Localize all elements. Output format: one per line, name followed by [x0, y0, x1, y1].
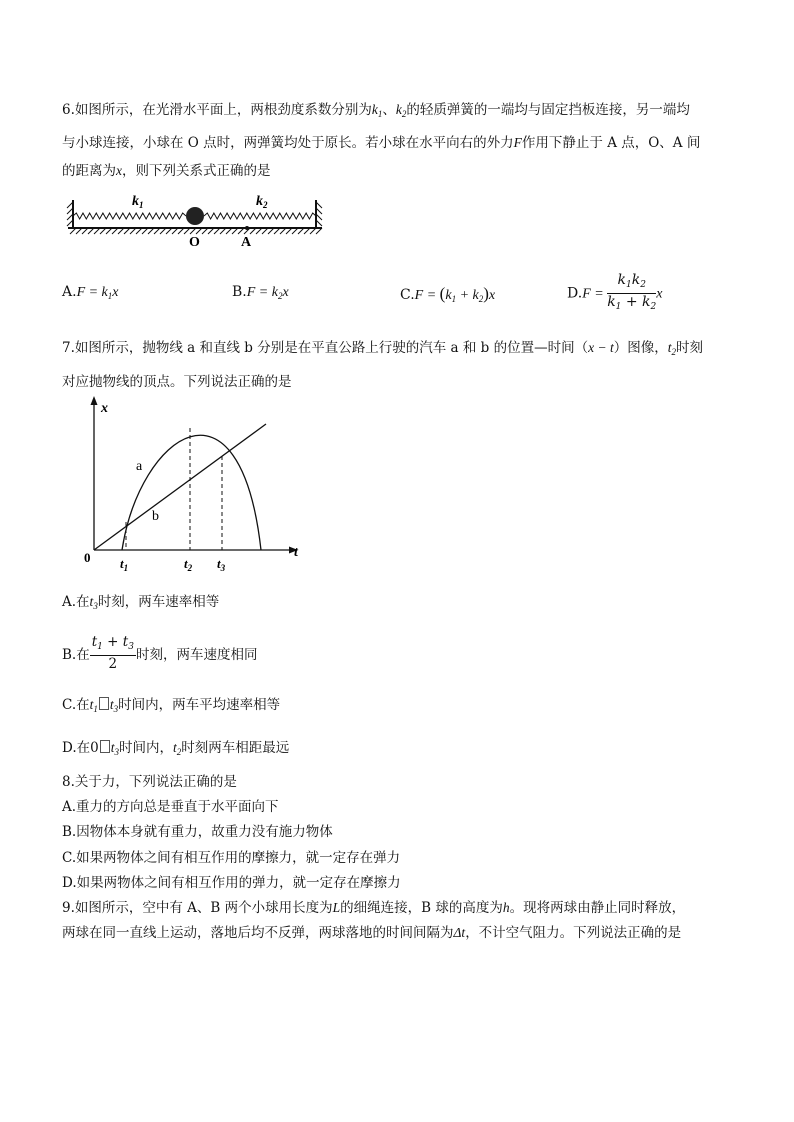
q9-line-1: 9.如图所示，空中有 A、B 两个小球用长度为L的细绳连接，B 球的高度为h。现将两球由静止同时释放，: [62, 900, 686, 916]
point-a-label: A: [241, 235, 252, 250]
k1-symbol: $k_1$: [371, 102, 383, 119]
d-fraction: $\frac{k_1k_2}{k_1 + k_2}$: [607, 272, 657, 312]
h-symbol: h: [502, 900, 510, 915]
q7-line-2: 对应抛物线的顶点。下列说法正确的是: [62, 374, 292, 390]
spring-k1: [73, 213, 186, 219]
q8-option-c: C.如果两物体之间有相互作用的摩擦力，就一定存在弹力: [62, 850, 401, 866]
ball: [186, 207, 204, 225]
point-a-dot: [245, 226, 249, 230]
q8-option-d: D.如果两物体之间有相互作用的弹力，就一定存在摩擦力: [62, 875, 401, 891]
q8-stem: 8.关于力，下列说法正确的是: [62, 774, 237, 790]
line-b-label: b: [152, 509, 159, 524]
t3-label: $t_3$: [217, 556, 226, 573]
q6-text: 6.如图所示，在光滑水平面上，两根劲度系数分别为: [62, 102, 372, 118]
t2-label: $t_2$: [184, 556, 193, 573]
t2-symbol: $t_2$: [667, 340, 676, 357]
q7-line-1: 7.如图所示，抛物线 a 和直线 b 分别是在平直公路上行驶的汽车 a 和 b 的位置—时间（x − t）图像，$t_2$时刻: [62, 340, 703, 357]
parabola-a: [122, 435, 261, 550]
xt-symbol: x − t: [588, 340, 614, 355]
q9-line-2: 两球在同一直线上运动，落地后均不反弹，两球落地的时间间隔为Δt，不计空气阻力。下列说法正确的是: [62, 925, 682, 941]
k2-symbol: $k_2$: [395, 102, 407, 119]
curve-a-label: a: [136, 459, 143, 474]
q7-option-b: B.在 $\frac{t_1 + t_3}{2}$ 时刻，两车速度相同: [62, 634, 258, 672]
q7-option-a: A.在$t_3$时刻，两车速率相等: [62, 594, 220, 611]
q6-option-b: $B.F = k_2x$: [232, 284, 289, 301]
k2-label: $k_2$: [256, 194, 268, 210]
spring-figure: [66, 188, 328, 252]
force-symbol: F: [513, 135, 522, 150]
b-fraction: $\frac{t_1 + t_3}{2}$: [91, 634, 134, 672]
q6-line-1: 6.如图所示，在光滑水平面上，两根劲度系数分别为$k_1$、$k_2$的轻质弹簧的一端均与固定挡板连接，另一端均: [62, 102, 690, 119]
t-axis-label: t: [294, 545, 298, 560]
q6-option-a: $A.F = k_1x$: [62, 284, 119, 301]
q7-option-d: D.在0 $t_3$时间内，$t_2$时刻两车相距最远: [62, 740, 290, 757]
q6-line-2: 与小球连接，小球在 O 点时，两弹簧均处于原长。若小球在水平向右的外力F作用下静止于 A 点，O、A 间: [62, 135, 701, 151]
q8-option-b: B.因物体本身就有重力，故重力没有施力物体: [62, 824, 333, 840]
l-symbol: L: [332, 900, 341, 915]
origin-label: 0: [84, 550, 91, 565]
q6-option-c: $C.F = (k_1 + k_2)x$: [400, 284, 496, 304]
line-b: [94, 424, 266, 550]
t1-label: $t_1$: [120, 556, 129, 573]
missing-glyph-box: [100, 740, 110, 753]
x-symbol: x: [116, 163, 122, 178]
k1-label: $k_1$: [132, 194, 144, 210]
x-axis-label: x: [101, 401, 108, 416]
q8-option-a: A.重力的方向总是垂直于水平面向下: [62, 799, 279, 815]
q6-line-3: 的距离为x，则下列关系式正确的是: [62, 163, 271, 179]
x-axis-arrow: [91, 396, 98, 405]
missing-glyph-box: [99, 697, 109, 710]
dt-symbol: Δt: [453, 925, 466, 940]
spring-k2: [204, 213, 316, 219]
xt-graph: [80, 394, 306, 576]
point-o-label: O: [189, 235, 200, 250]
q7-option-c: C.在$t_1$ $t_3$时间内，两车平均速率相等: [62, 697, 281, 714]
q6-option-d: D.F = $\frac{k_1k_2}{k_1 + k_2}$ x: [567, 272, 662, 315]
